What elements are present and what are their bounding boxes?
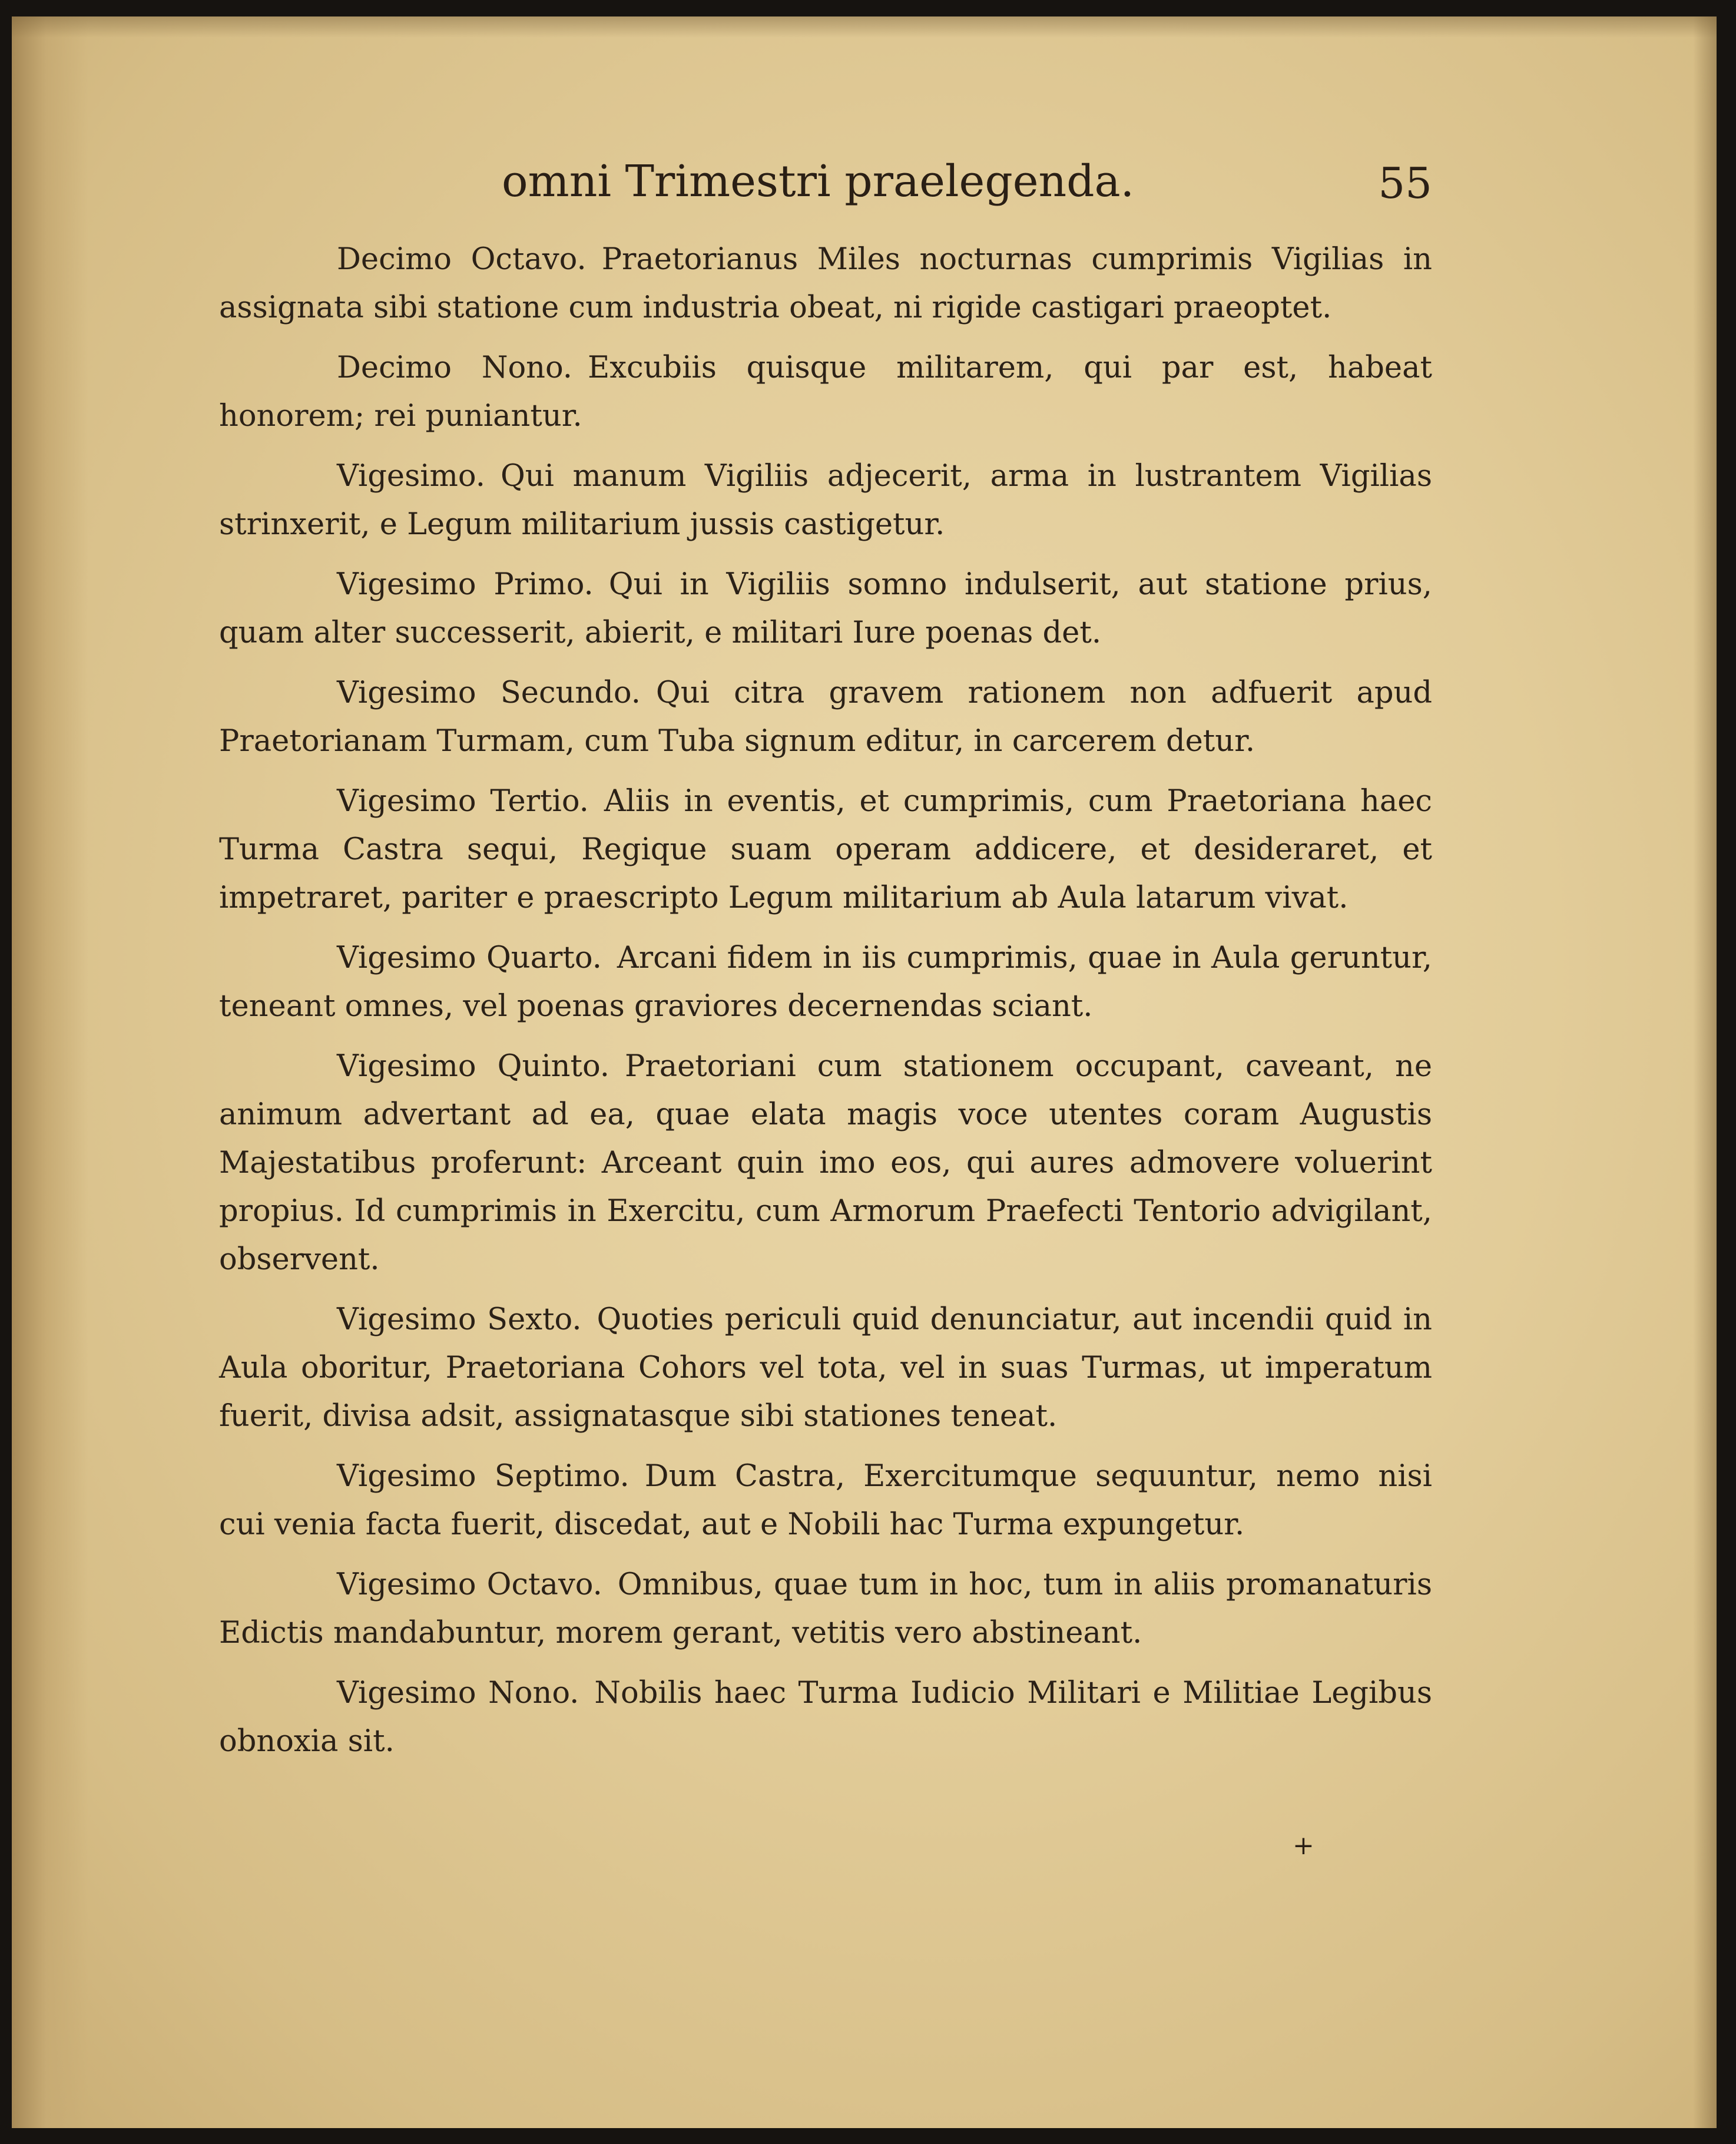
paragraph-text: Quoties periculi quid denunciatur, aut incendii quid in Aula oboritur, Praetoriana Cohors vel tota, vel in suas Turmas, ut imperatum fuerit, divisa adsit, assignatasque sibi stationes teneat. [219,1302,1432,1434]
paragraph-label: Decimo Nono. [337,350,573,385]
paragraph-vigesimo [219,452,1432,549]
paragraph-vigesimo-quinto [219,1043,1432,1284]
paragraph-decimo-nono [219,344,1432,441]
paragraph-label: Vigesimo Septimo. [337,1459,630,1494]
paragraph-text: Dum Castra, Exercitumque sequuntur, nemo nisi cui venia facta fuerit, discedat, aut e Nobili hac Turma expungetur. [219,1459,1432,1542]
paragraph-label: Vigesimo Secundo. [337,676,641,710]
paragraph-label: Vigesimo Quarto. [337,941,602,975]
paragraph-text: Omnibus, quae tum in hoc, tum in aliis promanaturis Edictis mandabuntur, morem gerant, vetitis vero abstineant. [219,1567,1432,1650]
paragraph-text: Qui citra gravem rationem non adfuerit apud Praetorianam Turmam, cum Tuba signum editur, in carcerem detur. [219,676,1432,759]
running-head [219,156,1432,221]
paragraph-vigesimo-primo [219,561,1432,657]
paragraph-text: Excubiis quisque militarem, qui par est, habeat honorem; rei puniantur. [219,350,1432,434]
paragraph-label: Vigesimo Tertio. [337,784,589,819]
running-head-title: omni Trimestri praelegenda. [502,156,1135,207]
paragraph-text: Qui in Vigiliis somno indulserit, aut statione prius, quam alter successerit, abierit, e militari Iure poenas det. [219,567,1432,650]
paragraph-vigesimo-tertio [219,777,1432,922]
paragraph-label: Vigesimo Primo. [337,567,594,602]
paragraph-decimo-octavo [219,236,1432,332]
paragraph-text: Praetoriani cum stationem occupant, caveant, ne animum advertant ad ea, quae elata magis voce utentes coram Augustis Majestatibus proferunt: Arceant quin imo eos, qui aures admovere voluerint propius. Id cumprimis in Exercitu, cum Armorum Praefecti Tentorio advigilant, observent. [219,1049,1432,1277]
book-page [12,16,1717,2128]
paragraph-label: Vigesimo Sexto. [337,1302,582,1337]
paragraph-text: Qui manum Vigiliis adjecerit, arma in lustrantem Vigilias strinxerit, e Legum militarium jussis castigetur. [219,459,1432,542]
paragraph-vigesimo-nono [219,1669,1432,1766]
right-edge-shadow [1693,16,1717,2128]
paragraph-vigesimo-secundo [219,669,1432,766]
paragraph-text: Nobilis haec Turma Iudicio Militari e Militiae Legibus obnoxia sit. [219,1676,1432,1759]
paragraph-vigesimo-sexto [219,1296,1432,1441]
footer-mark: + [1293,1831,1314,1861]
paragraph-text: Praetorianus Miles nocturnas cumprimis Vigilias in assignata sibi statione cum industria obeat, ni rigide castigari praeoptet. [219,242,1433,325]
paragraph-label: Vigesimo. [337,459,485,494]
paragraph-text: Arcani fidem in iis cumprimis, quae in Aula geruntur, teneant omnes, vel poenas graviores decernendas sciant. [219,941,1432,1024]
paragraph-label: Vigesimo Octavo. [337,1567,602,1602]
paragraph-vigesimo-quarto [219,934,1432,1031]
paragraph-label: Vigesimo Nono. [337,1676,579,1710]
paragraph-vigesimo-octavo [219,1561,1432,1657]
paragraph-label: Decimo Octavo. [337,242,587,277]
page-number: 55 [1378,158,1432,208]
text-block [219,156,1433,1778]
paragraph-label: Vigesimo Quinto. [337,1049,610,1084]
paragraph-text: Aliis in eventis, et cumprimis, cum Praetoriana haec Turma Castra sequi, Regique suam operam addicere, et desideraret, et impetraret, pariter e praescripto Legum militarium ab Aula latarum vivat. [219,784,1432,915]
top-edge-shadow [12,16,1717,38]
paragraph-vigesimo-septimo [219,1453,1432,1549]
gutter-shadow [12,16,88,2128]
